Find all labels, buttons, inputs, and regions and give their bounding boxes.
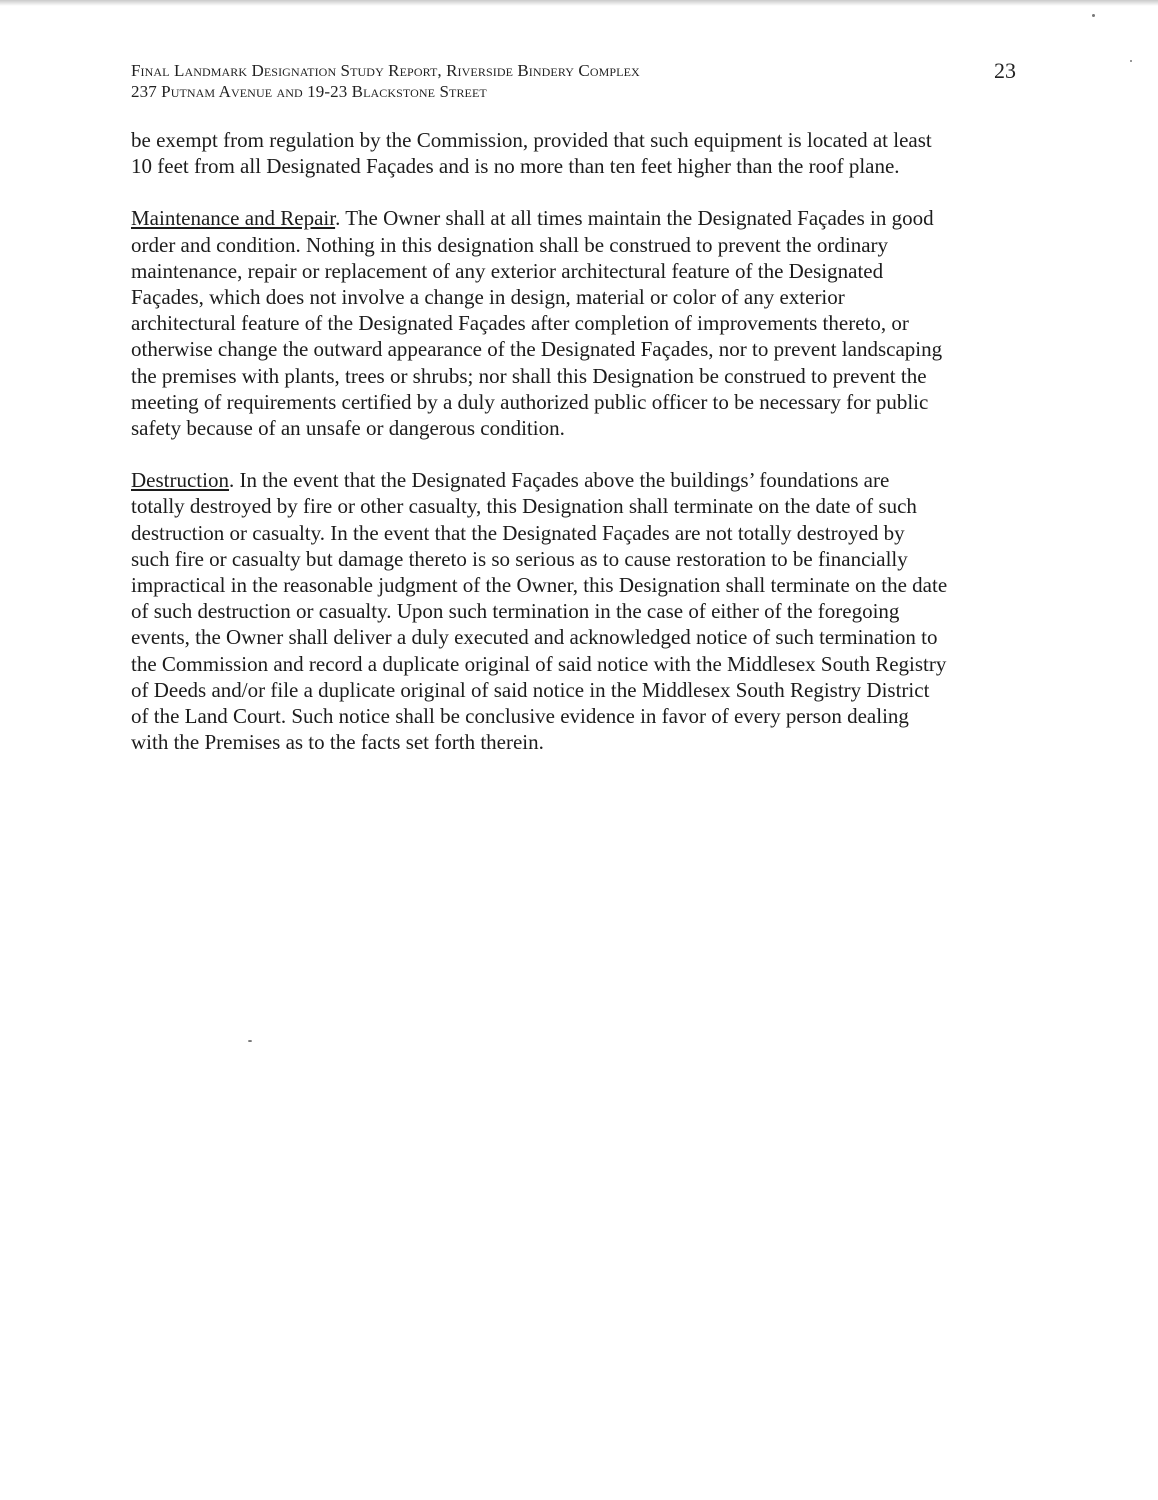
text-line: impractical in the reasonable judgment of the Owner, this Designation shall terminate on the date [131,573,948,598]
intro-paragraph [131,127,1021,179]
text-line: the Commission and record a duplicate original of said notice with the Middlesex South Registry [131,651,947,676]
text-line [131,205,1021,231]
text-line: events, the Owner shall deliver a duly executed and acknowledged notice of such termination to [131,625,938,650]
page-number: 23 [994,58,1016,83]
header-title-line-2: 237 Putnam Avenue and 19-23 Blackstone Street [131,82,487,101]
page-header [131,60,1031,102]
text-line: Façades, which does not involve a change in design, material or color of any exterior [131,285,845,310]
destruction-paragraph [131,467,1021,755]
maintenance-heading: Maintenance and Repair [131,206,336,231]
text-line: destruction or casualty. In the event that the Designated Façades are not totally destroyed by [131,520,905,545]
text-line: meeting of requirements certified by a duly authorized public officer to be necessary for public [131,389,929,414]
document-body [131,127,1021,781]
scan-speck [1092,14,1095,17]
text-line: be exempt from regulation by the Commission, provided that such equipment is located at least [131,128,932,152]
text-line: of the Land Court. Such notice shall be conclusive evidence in favor of every person dealing [131,704,909,729]
text-line: 10 feet from all Designated Façades and is no more than ten feet higher than the roof plane. [131,154,900,179]
destruction-heading-suffix: . In the event that the Designated Façades above the buildings’ foundations are [228,468,890,493]
text-line: maintenance, repair or replacement of any exterior architectural feature of the Designated [131,258,884,283]
text-line: of Deeds and/or file a duplicate original of said notice in the Middlesex South Registry District [131,677,930,702]
text-line: with the Premises as to the facts set forth therein. [131,730,544,755]
scan-speck [248,1040,252,1042]
maintenance-paragraph [131,205,1021,441]
destruction-heading: Destruction [131,468,229,493]
text-line: architectural feature of the Designated Façades after completion of improvements thereto, or [131,311,909,336]
text-line: safety because of an unsafe or dangerous condition. [131,416,565,441]
text-line: totally destroyed by fire or other casualty, this Designation shall terminate on the date of such [131,494,917,519]
text-line: such fire or casualty but damage thereto is so serious as to cause restoration to be financially [131,546,908,571]
maintenance-heading-suffix: . The Owner shall at all times maintain the Designated Façades in good [335,206,934,231]
text-line [131,467,1021,493]
header-title-line-1: Final Landmark Designation Study Report, Riverside Bindery Complex [131,61,640,80]
scan-edge-shadow [0,0,1158,6]
text-line: of such destruction or casualty. Upon such termination in the case of either of the foregoing [131,599,900,624]
text-line: otherwise change the outward appearance of the Designated Façades, nor to prevent landscaping [131,337,943,362]
text-line: the premises with plants, trees or shrubs; nor shall this Designation be construed to prevent the [131,363,927,388]
text-line: order and condition. Nothing in this designation shall be construed to prevent the ordinary [131,232,889,257]
scan-speck [1130,60,1132,62]
